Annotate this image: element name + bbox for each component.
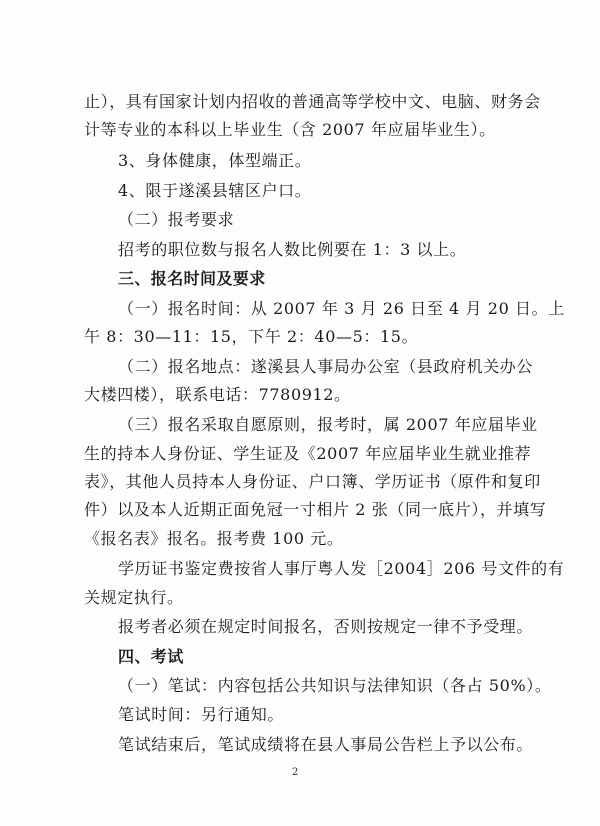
subsection-title: （二）报考要求 <box>118 210 235 229</box>
requirement-item-4: 4、限于遂溪县辖区户口。 <box>118 181 312 200</box>
paragraph-line: 报考者必须在规定时间报名，否则按规定一律不予受理。 <box>118 617 534 636</box>
paragraph-line: 招考的职位数与报名人数比例要在 1：3 以上。 <box>118 240 467 259</box>
paragraph-line: （二）报名地点：遂溪县人事局办公室（县政府机关办公 <box>118 357 534 376</box>
section-heading-4: 四、考试 <box>118 647 184 666</box>
paragraph-line: 计等专业的本科以上毕业生（含 2007 年应届毕业生）。 <box>84 120 496 139</box>
section-heading-3: 三、报名时间及要求 <box>118 269 266 288</box>
paragraph-line: 关规定执行。 <box>84 588 184 607</box>
paragraph-line: 大楼四楼），联系电话：7780912。 <box>84 385 351 404</box>
paragraph-line: 《报名表》报名。报考费 100 元。 <box>84 529 344 548</box>
paragraph-line: （一）笔试：内容包括公共知识与法律知识（各占 50%）。 <box>118 676 552 695</box>
paragraph-line: 笔试结束后，笔试成绩将在县人事局公告栏上予以公布。 <box>118 735 534 754</box>
paragraph-line: 表》，其他人员持本人身份证、户口簿、学历证书（原件和复印 <box>84 472 541 491</box>
paragraph-line: 件）以及本人近期正面免冠一寸相片 2 张（同一底片），并填写 <box>84 500 547 519</box>
paragraph-line: 午 8：30—11：15，下午 2：40—5：15。 <box>84 327 419 346</box>
paragraph-line: 学历证书鉴定费按省人事厅粤人发［2004］206 号文件的有 <box>118 559 565 578</box>
paragraph-line: 止），具有国家计划内招收的普通高等学校中文、电脑、财务会 <box>84 92 541 111</box>
paragraph-line: 生的持本人身份证、学生证及《2007 年应届毕业生就业推荐 <box>84 444 532 463</box>
paragraph-line: 笔试时间：另行通知。 <box>118 705 285 724</box>
paragraph-line: （一）报名时间：从 2007 年 3 月 26 日至 4 月 20 日。上 <box>118 299 565 318</box>
paragraph-line: （三）报名采取自愿原则，报考时，属 2007 年应届毕业 <box>118 415 538 434</box>
requirement-item-3: 3、身体健康，体型端正。 <box>118 151 312 170</box>
page-number: 2 <box>292 767 299 778</box>
